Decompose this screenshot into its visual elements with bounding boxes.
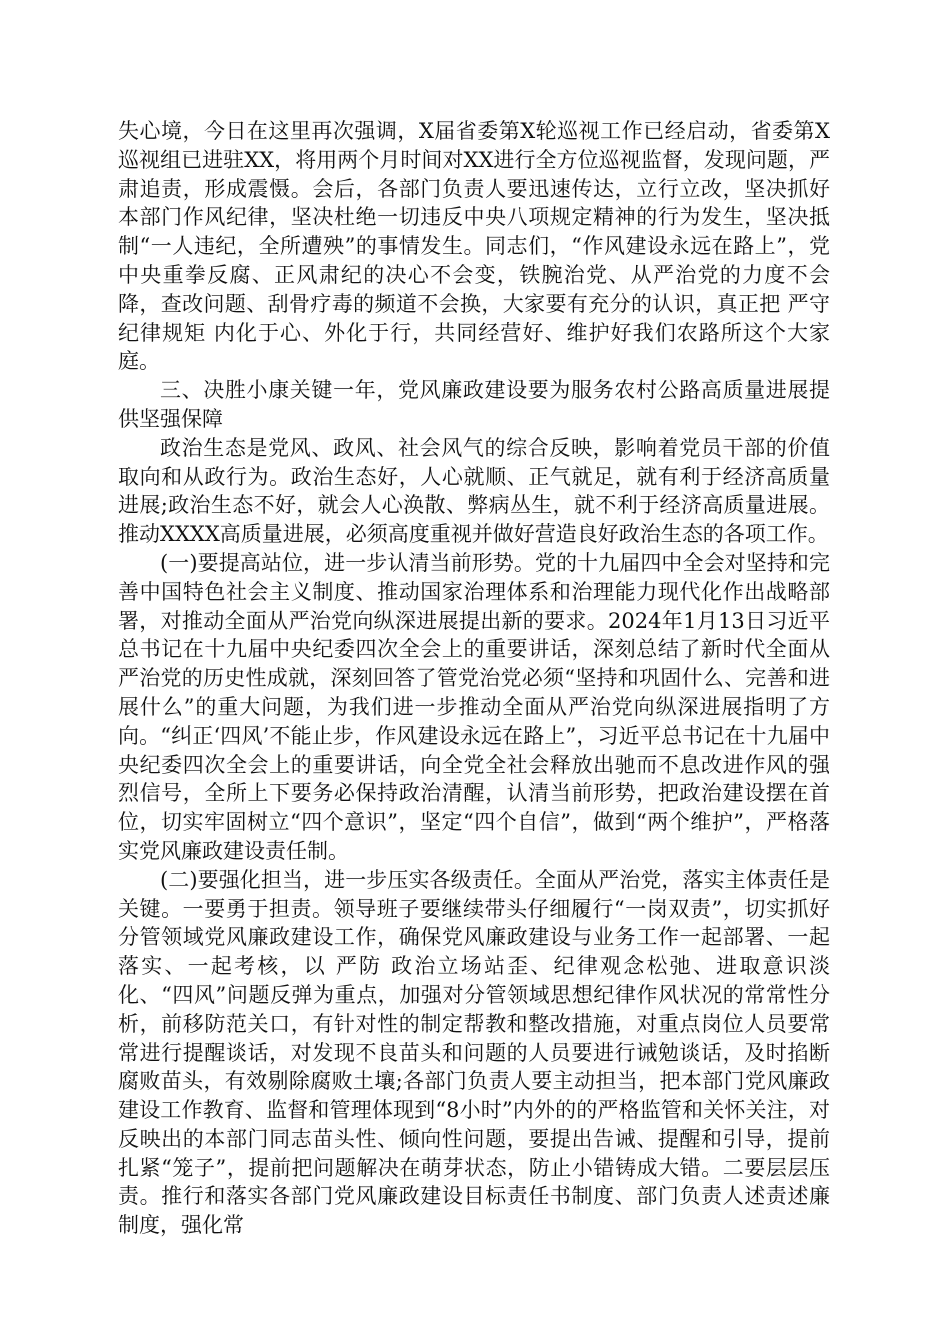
paragraph-item-2: (二)要强化担当，进一步压实各级责任。全面从严治党，落实主体责任是关键。一要勇于担责。领导班子要继续带头仔细履行“一岗双责”，切实抓好分管领域党风廉政建设工作，确保党风廉政建设与业务工作一起部署、一起落实、一起考核，以 严防 政治立场站歪、纪律观念松弛、进取意识淡化、“四风”问题反弹为重点，加强对分管领域思想纪律作风状况的常常性分析，前移防范关口，有针对性的制定帮教和整改措施，对重点岗位人员要常常进行提醒谈话，对发现不良苗头和问题的人员要进行诫勉谈话，及时掐断腐败苗头，有效剔除腐败土壤;各部门负责人要主动担当，把本部门党风廉政建设工作教育、监督和管理体现到“8小时”内外的的严格监管和关怀关注，对反映出的本部门同志苗头性、倾向性问题，要提出告诫、提醒和引导，提前扎紧“笼子”，提前把问题解决在萌芽状态，防止小错铸成大错。二要层层压责。推行和落实各部门党风廉政建设目标责任书制度、部门负责人述责述廉制度，强化常 [118, 867, 830, 1238]
paragraph-continuation: 失心境，今日在这里再次强调，X届省委第X轮巡视工作已经启动，省委第X巡视组已进驻XX，将用两个月时间对XX进行全方位巡视监督，发现问题，严肃追责，形成震慑。会后，各部门负责人要迅速传达，立行立改，坚决抓好本部门作风纪律，坚决杜绝一切违反中央八项规定精神的行为发生，坚决抵制“一人违纪，全所遭殃”的事情发生。同志们，“作风建设永远在路上”，党中央重拳反腐、正风肃纪的决心不会变，铁腕治党、从严治党的力度不会降，查改问题、刮骨疗毒的频道不会换，大家要有充分的认识，真正把 严守纪律规矩 内化于心、外化于行，共同经营好、维护好我们农路所这个大家庭。 [118, 119, 830, 374]
paragraph-item-1: (一)要提高站位，进一步认清当前形势。党的十九届四中全会对坚持和完善中国特色社会主义制度、推动国家治理体系和治理能力现代化作出战略部署，对推动全面从严治党向纵深进展提出新的要求。2024年1月13日习近平总书记在十九届中央纪委四次全会上的重要讲话，深刻总结了新时代全面从严治党的历史性成就，深刻回答了管党治党必须“坚持和巩固什么、完善和进展什么”的重大问题，为我们进一步推动全面从严治党向纵深进展指明了方向。“纠正‘四风’不能止步，作风建设永远在路上”，习近平总书记在十九届中央纪委四次全会上的重要讲话，向全党全社会释放出驰而不息改进作风的强烈信号，全所上下要务必保持政治清醒，认清当前形势，把政治建设摆在首位，切实牢固树立“四个意识”，坚定“四个自信”，做到“两个维护”，严格落实党风廉政建设责任制。 [118, 550, 830, 863]
section-heading-3: 三、决胜小康关键一年，党风廉政建设要为服务农村公路高质量进展提供坚强保障 [118, 378, 830, 431]
document-body [118, 117, 830, 1240]
paragraph-political-ecology: 政治生态是党风、政风、社会风气的综合反映，影响着党员干部的价值取向和从政行为。政治生态好，人心就顺、正气就足，就有利于经济高质量进展;政治生态不好，就会人心涣散、弊病丛生，就不利于经济高质量进展。推动XXXX高质量进展，必须高度重视并做好营造良好政治生态的各项工作。 [118, 435, 830, 547]
